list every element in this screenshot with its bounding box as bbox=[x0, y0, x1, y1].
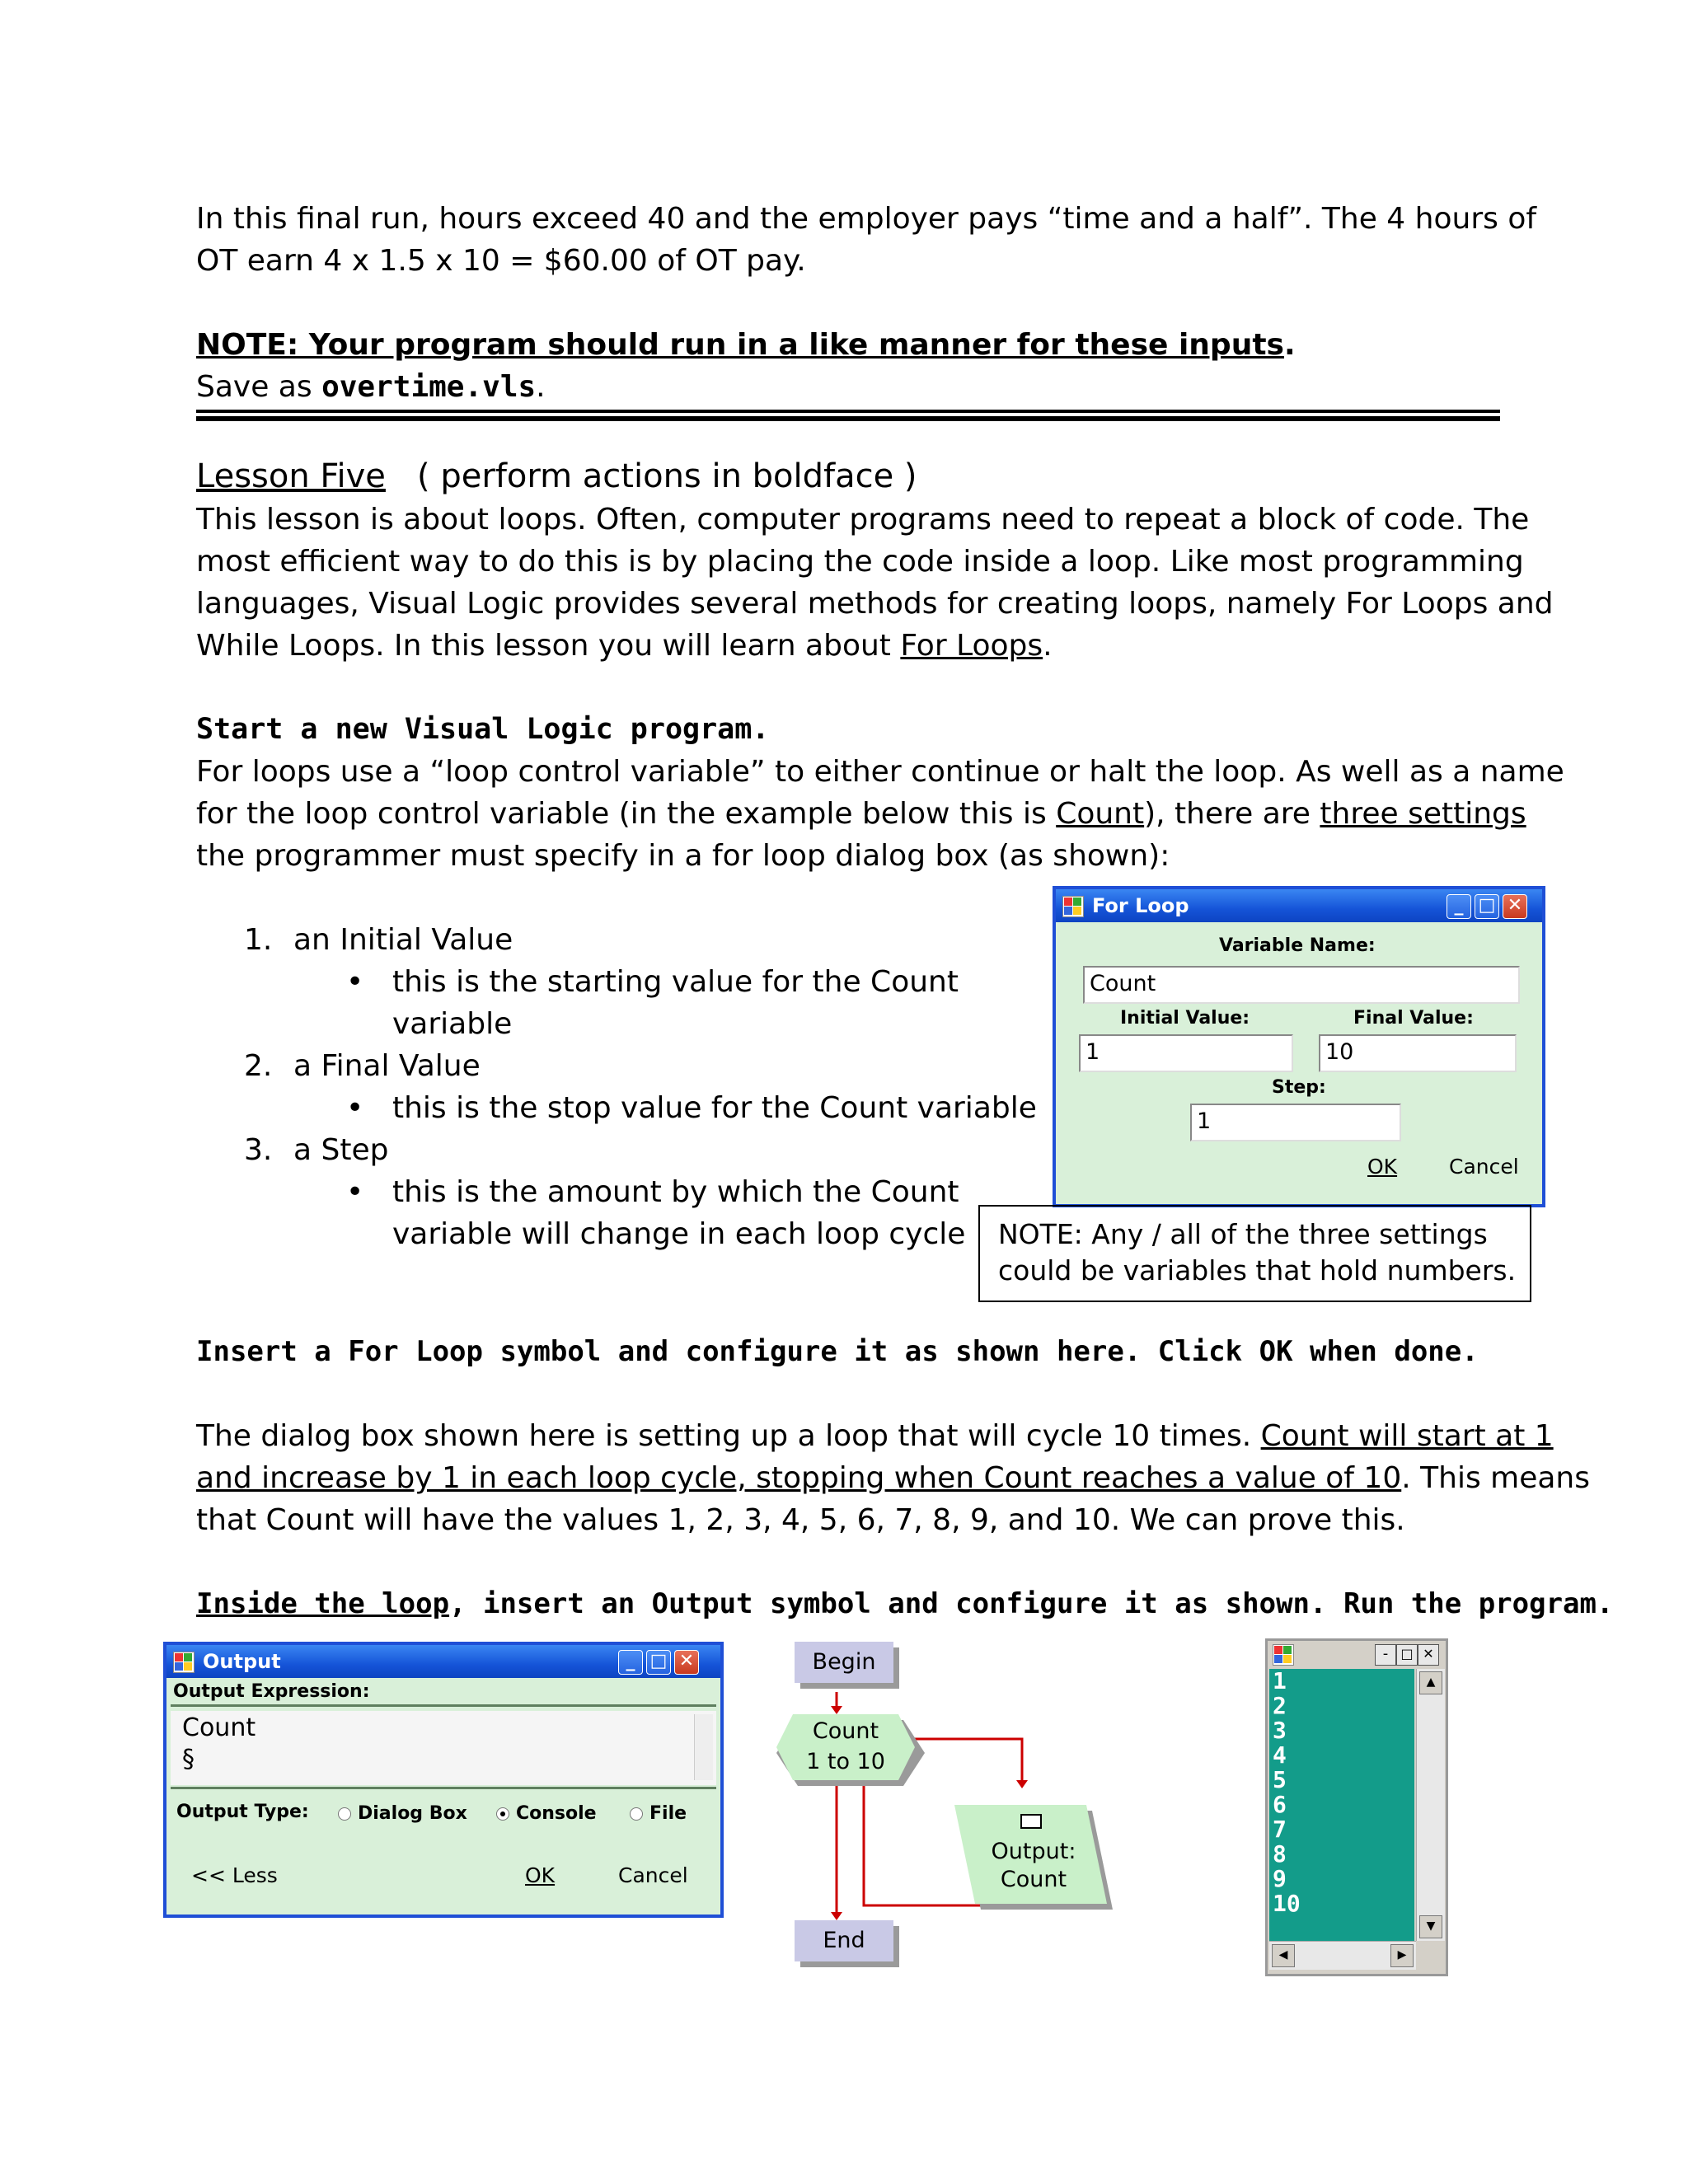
separator bbox=[171, 1787, 716, 1789]
radio-file[interactable] bbox=[630, 1807, 643, 1821]
console-line: 4 bbox=[1273, 1741, 1287, 1769]
end-node[interactable]: End bbox=[795, 1920, 893, 1961]
list-num-3: 3. bbox=[244, 1133, 273, 1167]
final-value-input[interactable]: 10 bbox=[1319, 1034, 1517, 1072]
radio-console[interactable] bbox=[496, 1807, 509, 1821]
maximize-icon[interactable]: □ bbox=[646, 1650, 671, 1675]
explain-l2 bbox=[196, 1457, 1590, 1499]
lesson-p4-link: For Loops bbox=[900, 629, 1043, 663]
save-as-line bbox=[196, 366, 546, 408]
scroll-left-icon[interactable]: ◀ bbox=[1272, 1944, 1295, 1967]
bullet-glyph: • bbox=[346, 965, 364, 999]
explain-l1-u: Count will start at 1 bbox=[1260, 1419, 1554, 1453]
save-suffix: . bbox=[536, 370, 546, 404]
start-l2-c: ), there are bbox=[1144, 797, 1320, 831]
begin-node[interactable]: Begin bbox=[795, 1642, 893, 1683]
lesson-title: Lesson Five bbox=[196, 457, 386, 495]
console-line: 6 bbox=[1273, 1791, 1287, 1818]
initial-value-label: Initial Value: bbox=[1120, 1008, 1250, 1029]
maximize-icon[interactable]: □ bbox=[1475, 894, 1499, 919]
console-line: 3 bbox=[1273, 1717, 1287, 1744]
note-box-line-2: could be variables that hold numbers. bbox=[998, 1254, 1517, 1286]
double-rule-top bbox=[196, 410, 1500, 413]
maximize-icon[interactable]: □ bbox=[1396, 1644, 1418, 1666]
horizontal-scrollbar[interactable] bbox=[1269, 1941, 1416, 1970]
scroll-down-icon[interactable]: ▼ bbox=[1419, 1915, 1442, 1938]
intro-line-1: In this final run, hours exceed 40 and the employer pays “time and a half”. The 4 hours of bbox=[196, 202, 1537, 236]
console-titlebar bbox=[1268, 1641, 1446, 1667]
close-icon[interactable]: ✕ bbox=[1418, 1644, 1439, 1666]
minimize-icon[interactable]: _ bbox=[618, 1650, 643, 1675]
for-loop-dialog bbox=[1053, 886, 1545, 1207]
opt-dialog-box: Dialog Box bbox=[358, 1803, 467, 1824]
output-titlebar bbox=[166, 1645, 720, 1678]
explain-l3: that Count will have the values 1, 2, 3, 4, 5, 6, 7, 8, 9, and 10. We can prove this. bbox=[196, 1503, 1405, 1537]
inside-instruction bbox=[196, 1583, 1613, 1625]
list-num-1: 1. bbox=[244, 923, 273, 957]
console-window bbox=[1265, 1638, 1448, 1976]
initial-value-input[interactable]: 1 bbox=[1079, 1034, 1293, 1072]
lesson-p2: most efficient way to do this is by placing the code inside a loop. Like most programming bbox=[196, 545, 1524, 579]
lesson-subtitle: ( perform actions in boldface ) bbox=[385, 457, 917, 495]
list-head-3: a Step bbox=[293, 1133, 389, 1167]
explain-l1 bbox=[196, 1415, 1554, 1457]
lesson-p4-a: While Loops. In this lesson you will learn about bbox=[196, 629, 901, 663]
console-line: 9 bbox=[1273, 1865, 1287, 1892]
list-3-bullet-cont: variable will change in each loop cycle bbox=[392, 1217, 966, 1251]
opt-console: Console bbox=[516, 1803, 597, 1824]
app-icon bbox=[1273, 1644, 1294, 1666]
ok-button[interactable]: OK bbox=[525, 1863, 556, 1887]
intro-line-2: OT earn 4 x 1.5 x 10 = $60.00 of OT pay. bbox=[196, 244, 806, 278]
console-line: 7 bbox=[1273, 1816, 1287, 1843]
list-2-bullet-1: this is the stop value for the Count variable bbox=[392, 1091, 1037, 1125]
step-input[interactable]: 1 bbox=[1190, 1104, 1401, 1141]
for-loop-title: For Loop bbox=[1092, 894, 1189, 917]
expr-line-2: § bbox=[182, 1745, 195, 1774]
start-l2-a: for the loop control variable (in the example below this is bbox=[196, 797, 1057, 831]
lesson-p3: languages, Visual Logic provides several methods for creating loops, namely For Loops and bbox=[196, 587, 1554, 621]
save-filename: overtime.vls bbox=[321, 370, 537, 404]
for-loop-titlebar bbox=[1056, 889, 1542, 922]
app-icon bbox=[173, 1652, 195, 1673]
loop-node-line-2: 1 to 10 bbox=[806, 1749, 885, 1774]
list-1-bullet-cont: variable bbox=[392, 1007, 513, 1041]
double-rule-bottom bbox=[196, 416, 1500, 421]
inside-rest: , insert an Output symbol and configure it as shown. Run the program. bbox=[449, 1587, 1614, 1620]
lesson-p4 bbox=[196, 625, 1053, 667]
loop-node-line-1: Count bbox=[812, 1718, 879, 1744]
cancel-button[interactable]: Cancel bbox=[618, 1863, 688, 1887]
minimize-icon[interactable]: - bbox=[1375, 1644, 1396, 1666]
output-expression-input[interactable] bbox=[171, 1711, 716, 1785]
step-label: Step: bbox=[1272, 1077, 1326, 1098]
app-icon bbox=[1062, 896, 1084, 917]
start-l2 bbox=[196, 793, 1526, 835]
note-box bbox=[978, 1205, 1531, 1302]
bullet-glyph: • bbox=[346, 1175, 364, 1209]
list-1-bullet-1: this is the starting value for the Count bbox=[392, 965, 959, 999]
start-l2-count: Count bbox=[1056, 797, 1145, 831]
lesson-p4-c: . bbox=[1043, 629, 1053, 663]
expr-line-1: Count bbox=[182, 1713, 256, 1742]
output-node[interactable] bbox=[954, 1805, 1103, 1904]
explain-l1-a: The dialog box shown here is setting up a loop that will cycle 10 times. bbox=[196, 1419, 1261, 1453]
list-3-bullet-1: this is the amount by which the Count bbox=[392, 1175, 959, 1209]
list-head-2: a Final Value bbox=[293, 1049, 481, 1083]
less-button[interactable]: << Less bbox=[191, 1863, 278, 1887]
ok-button[interactable]: OK bbox=[1367, 1155, 1398, 1179]
variable-name-label: Variable Name: bbox=[1219, 935, 1376, 956]
radio-dialog-box[interactable] bbox=[338, 1807, 351, 1821]
console-line: 5 bbox=[1273, 1766, 1287, 1793]
lesson-p1: This lesson is about loops. Often, computer programs need to repeat a block of code. The bbox=[196, 503, 1530, 537]
note-inputs bbox=[196, 324, 1296, 366]
console-line: 8 bbox=[1273, 1840, 1287, 1868]
variable-name-input[interactable]: Count bbox=[1083, 966, 1520, 1004]
scroll-right-icon[interactable]: ▶ bbox=[1390, 1944, 1414, 1967]
final-value-label: Final Value: bbox=[1353, 1008, 1474, 1029]
start-l3: the programmer must specify in a for loop dialog box (as shown): bbox=[196, 839, 1170, 873]
cancel-button[interactable]: Cancel bbox=[1449, 1155, 1519, 1179]
explain-l2-b: . This means bbox=[1401, 1461, 1590, 1495]
note-inputs-text: NOTE: Your program should run in a like manner for these inputs bbox=[196, 328, 1284, 362]
minimize-icon[interactable]: _ bbox=[1447, 894, 1471, 919]
list-num-2: 2. bbox=[244, 1049, 273, 1083]
output-title: Output bbox=[203, 1650, 281, 1673]
close-icon[interactable]: ✕ bbox=[1503, 894, 1527, 919]
bullet-glyph: • bbox=[346, 1091, 364, 1125]
inside-u: Inside the loop bbox=[196, 1587, 450, 1620]
start-l2-settings: three settings bbox=[1320, 797, 1526, 831]
explain-l2-u: and increase by 1 in each loop cycle, stopping when Count reaches a value of 10 bbox=[196, 1461, 1402, 1495]
output-node-line-2: Count bbox=[1000, 1867, 1067, 1892]
start-instruction: Start a new Visual Logic program. bbox=[196, 713, 770, 746]
note-box-line-1: NOTE: Any / all of the three settings bbox=[998, 1218, 1488, 1250]
output-expression-label: Output Expression: bbox=[173, 1681, 370, 1702]
output-node-line-1: Output: bbox=[991, 1839, 1076, 1864]
loop-node[interactable] bbox=[776, 1714, 915, 1780]
save-prefix: Save as bbox=[196, 370, 322, 404]
console-line: 10 bbox=[1273, 1890, 1301, 1917]
note-inputs-end: . bbox=[1283, 328, 1296, 362]
console-output bbox=[1269, 1669, 1414, 1941]
close-icon[interactable]: ✕ bbox=[674, 1650, 699, 1675]
console-line: 2 bbox=[1273, 1692, 1287, 1719]
console-line: 1 bbox=[1273, 1667, 1287, 1694]
insert-for-instruction: Insert a For Loop symbol and configure it as shown here. Click OK when done. bbox=[196, 1335, 1479, 1368]
lesson-heading bbox=[196, 453, 917, 499]
opt-file: File bbox=[649, 1803, 687, 1824]
output-type-label: Output Type: bbox=[176, 1802, 309, 1822]
start-l1: For loops use a “loop control variable” to either continue or halt the loop. As well as a name bbox=[196, 755, 1564, 789]
vertical-scrollbar[interactable] bbox=[1416, 1669, 1445, 1941]
scrollbar[interactable] bbox=[694, 1714, 713, 1780]
output-dialog bbox=[163, 1642, 724, 1918]
scroll-up-icon[interactable]: ▲ bbox=[1419, 1671, 1442, 1694]
list-head-1: an Initial Value bbox=[293, 923, 513, 957]
separator bbox=[171, 1704, 716, 1707]
